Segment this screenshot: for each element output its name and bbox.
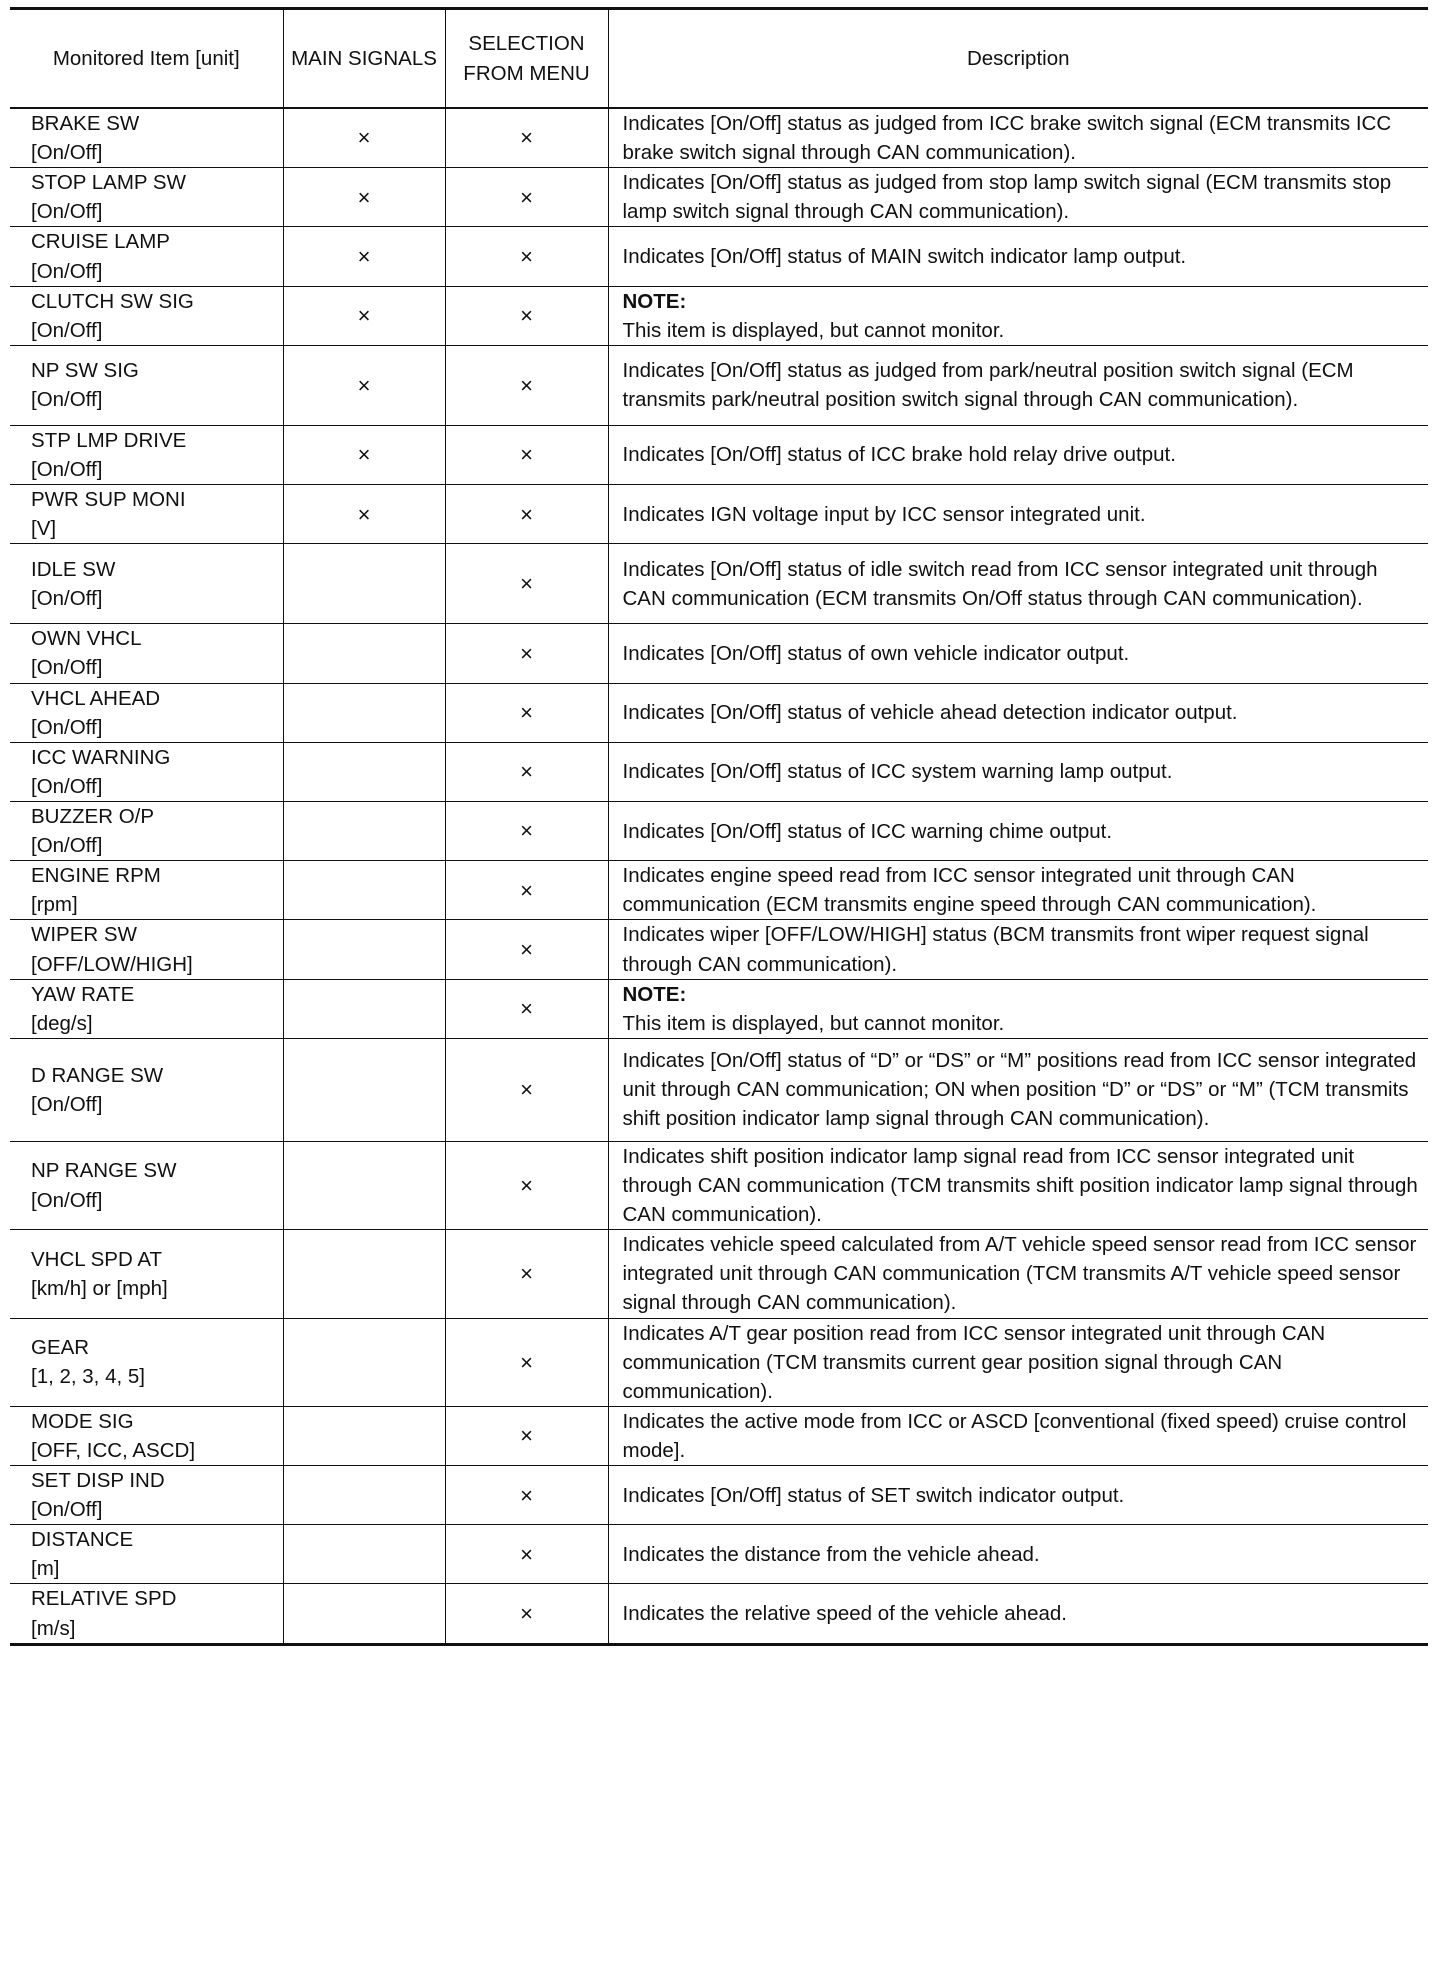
item-name: PWR SUP MONI [31,488,186,512]
item-cell [10,227,283,286]
main-signals-mark [283,979,445,1038]
selection-from-menu-mark: × [445,1141,608,1229]
item-unit: [m/s] [31,1616,76,1640]
selection-from-menu-mark: × [445,1038,608,1141]
main-signals-mark: × [283,108,445,168]
table-row [10,168,1428,227]
item-name: ENGINE RPM [31,864,161,888]
main-signals-mark [283,1038,445,1141]
table-row [10,108,1428,168]
item-name: NP SW SIG [31,359,139,383]
table-row [10,485,1428,544]
item-unit: [OFF, ICC, ASCD] [31,1438,196,1462]
item-name: STP LMP DRIVE [31,428,187,452]
item-unit: [On/Off] [31,715,103,739]
table-row [10,425,1428,484]
selection-from-menu-mark: × [445,683,608,742]
item-name: VHCL AHEAD [31,686,161,710]
main-signals-mark [283,861,445,920]
item-name: DISTANCE [31,1528,134,1552]
description-text: Indicates [On/Off] status of MAIN switch indicator lamp output. [622,244,1187,268]
item-cell [10,861,283,920]
item-cell [10,742,283,801]
selection-from-menu-mark: × [445,485,608,544]
item-cell [10,624,283,683]
description-text: Indicates IGN voltage input by ICC sensor integrated unit. [622,502,1146,526]
description-cell [608,1038,1428,1141]
description-cell [608,286,1428,345]
item-unit: [rpm] [31,893,78,917]
table-row [10,1318,1428,1406]
description-text: Indicates [On/Off] status as judged from stop lamp switch signal (ECM transmits stop lamp switch signal through CAN communication). [622,171,1392,224]
selection-from-menu-mark: × [445,168,608,227]
selection-from-menu-mark: × [445,624,608,683]
description-text: Indicates [On/Off] status of ICC brake hold relay drive output. [622,443,1176,467]
main-signals-mark [283,1466,445,1525]
description-cell [608,683,1428,742]
table-row [10,286,1428,345]
note-label: NOTE: [622,289,687,313]
item-cell [10,801,283,860]
selection-from-menu-mark: × [445,1466,608,1525]
selection-from-menu-mark: × [445,920,608,979]
table-row [10,683,1428,742]
description-cell [608,1584,1428,1644]
col-header-item: Monitored Item [unit] [10,9,283,109]
item-name: OWN VHCL [31,627,142,651]
selection-from-menu-mark: × [445,861,608,920]
main-signals-mark [283,624,445,683]
item-unit: [On/Off] [31,586,103,610]
col-header-description: Description [608,9,1428,109]
item-cell [10,1141,283,1229]
item-unit: [On/Off] [31,200,103,224]
item-cell [10,1230,283,1318]
main-signals-mark: × [283,425,445,484]
item-cell [10,1318,283,1406]
item-cell [10,920,283,979]
item-unit: [On/Off] [31,774,103,798]
description-text: Indicates engine speed read from ICC sensor integrated unit through CAN communication (ECM transmits engine speed through CAN communication). [622,864,1317,917]
main-signals-mark: × [283,286,445,345]
selection-from-menu-mark: × [445,1318,608,1406]
table-row [10,1584,1428,1644]
item-unit: [On/Off] [31,318,103,342]
item-cell [10,425,283,484]
description-text: Indicates [On/Off] status of vehicle ahead detection indicator output. [622,701,1238,725]
item-name: BUZZER O/P [31,804,155,828]
main-signals-mark [283,1141,445,1229]
description-cell [608,108,1428,168]
item-unit: [1, 2, 3, 4, 5] [31,1365,145,1389]
item-unit: [On/Off] [31,1188,103,1212]
selection-from-menu-mark: × [445,286,608,345]
main-signals-mark [283,544,445,624]
description-cell [608,425,1428,484]
item-name: MODE SIG [31,1409,134,1433]
selection-from-menu-mark: × [445,742,608,801]
item-unit: [On/Off] [31,388,103,412]
selection-from-menu-mark: × [445,1525,608,1584]
description-cell [608,624,1428,683]
main-signals-mark [283,1525,445,1584]
description-text: Indicates [On/Off] status of ICC warning chime output. [622,819,1113,843]
item-cell [10,1584,283,1644]
item-name: CLUTCH SW SIG [31,289,194,313]
item-cell [10,168,283,227]
selection-from-menu-mark: × [445,1230,608,1318]
table-body [10,108,1428,1644]
table-row [10,1141,1428,1229]
item-name: GEAR [31,1336,90,1360]
description-text: Indicates [On/Off] status of SET switch indicator output. [622,1483,1125,1507]
table-row [10,979,1428,1038]
item-name: VHCL SPD AT [31,1247,163,1271]
main-signals-mark [283,1406,445,1465]
item-cell [10,485,283,544]
main-signals-mark: × [283,345,445,425]
description-cell [608,345,1428,425]
item-cell [10,1406,283,1465]
table-row [10,801,1428,860]
table-row [10,1406,1428,1465]
item-cell [10,108,283,168]
item-cell [10,345,283,425]
item-unit: [On/Off] [31,1092,103,1116]
description-cell [608,920,1428,979]
item-unit: [V] [31,517,57,541]
item-name: NP RANGE SW [31,1159,177,1183]
description-text: Indicates shift position indicator lamp signal read from ICC sensor integrated unit through CAN communication (TCM transmits shift position indicator lamp signal through CAN communication). [622,1144,1418,1227]
table-row [10,227,1428,286]
description-cell [608,742,1428,801]
monitor-items-table [10,7,1428,1646]
main-signals-mark [283,742,445,801]
item-name: D RANGE SW [31,1063,164,1087]
item-cell [10,544,283,624]
description-text: This item is displayed, but cannot monitor. [622,318,1005,342]
main-signals-mark: × [283,168,445,227]
description-text: Indicates vehicle speed calculated from A/T vehicle speed sensor read from ICC sensor integrated unit through CAN communication (TCM transmits A/T vehicle speed sensor signal through CAN communication). [622,1233,1417,1315]
description-cell [608,485,1428,544]
item-unit: [On/Off] [31,259,103,283]
item-cell [10,1038,283,1141]
selection-from-menu-mark: × [445,227,608,286]
description-text: Indicates [On/Off] status of idle switch read from ICC sensor integrated unit through CAN communication (ECM transmits On/Off status through CAN communication). [622,557,1378,610]
description-text: Indicates [On/Off] status of ICC system warning lamp output. [622,760,1173,784]
table-row [10,861,1428,920]
description-cell [608,1230,1428,1318]
item-unit: [On/Off] [31,656,103,680]
description-cell [608,168,1428,227]
description-cell [608,1318,1428,1406]
description-cell [608,861,1428,920]
item-cell [10,979,283,1038]
main-signals-mark [283,1230,445,1318]
item-unit: [On/Off] [31,457,103,481]
item-unit: [On/Off] [31,1498,103,1522]
col-header-selection-from-menu: SELECTION FROM MENU [445,9,608,109]
main-signals-mark [283,1318,445,1406]
description-cell [608,1141,1428,1229]
item-cell [10,1525,283,1584]
main-signals-mark: × [283,227,445,286]
selection-from-menu-mark: × [445,979,608,1038]
main-signals-mark [283,1584,445,1644]
description-cell [608,801,1428,860]
description-text: Indicates A/T gear position read from ICC sensor integrated unit through CAN communication (TCM transmits current gear position signal through CAN communication). [622,1321,1326,1403]
description-text: This item is displayed, but cannot monitor. [622,1011,1005,1035]
item-unit: [On/Off] [31,141,103,165]
item-cell [10,286,283,345]
item-name: RELATIVE SPD [31,1587,177,1611]
description-text: Indicates [On/Off] status as judged from ICC brake switch signal (ECM transmits ICC brake switch signal through CAN communication). [622,112,1392,165]
item-unit: [OFF/LOW/HIGH] [31,952,193,976]
header-row [10,9,1428,109]
item-name: STOP LAMP SW [31,171,186,195]
main-signals-mark [283,920,445,979]
description-text: Indicates the active mode from ICC or ASCD [conventional (fixed speed) cruise control mode]. [622,1409,1407,1462]
description-cell [608,1466,1428,1525]
main-signals-mark: × [283,485,445,544]
selection-from-menu-mark: × [445,108,608,168]
col-header-main-signals: MAIN SIGNALS [283,9,445,109]
description-cell [608,1406,1428,1465]
item-cell [10,1466,283,1525]
table-row [10,1038,1428,1141]
item-unit: [deg/s] [31,1011,93,1035]
selection-from-menu-mark: × [445,544,608,624]
description-text: Indicates the relative speed of the vehicle ahead. [622,1602,1067,1626]
item-name: WIPER SW [31,923,137,947]
item-name: ICC WARNING [31,745,171,769]
table-row [10,1525,1428,1584]
item-unit: [On/Off] [31,834,103,858]
item-name: YAW RATE [31,982,135,1006]
item-name: BRAKE SW [31,112,140,135]
description-cell [608,227,1428,286]
note-label: NOTE: [622,982,687,1006]
description-cell [608,544,1428,624]
selection-from-menu-mark: × [445,345,608,425]
table-row [10,1466,1428,1525]
item-unit: [m] [31,1557,60,1581]
selection-from-menu-mark: × [445,1406,608,1465]
description-text: Indicates [On/Off] status of own vehicle indicator output. [622,641,1130,665]
description-cell [608,1525,1428,1584]
item-name: CRUISE LAMP [31,230,170,254]
selection-from-menu-mark: × [445,801,608,860]
selection-from-menu-mark: × [445,1584,608,1644]
description-text: Indicates [On/Off] status as judged from park/neutral position switch signal (ECM transmits park/neutral position switch signal through CAN communication). [622,359,1354,412]
description-text: Indicates the distance from the vehicle ahead. [622,1542,1040,1566]
item-name: IDLE SW [31,557,116,581]
description-text: Indicates wiper [OFF/LOW/HIGH] status (BCM transmits front wiper request signal through CAN communication). [622,923,1369,976]
description-cell [608,979,1428,1038]
main-signals-mark [283,683,445,742]
item-unit: [km/h] or [mph] [31,1276,168,1300]
main-signals-mark [283,801,445,860]
selection-from-menu-mark: × [445,425,608,484]
description-text: Indicates [On/Off] status of “D” or “DS” or “M” positions read from ICC sensor integrated unit through CAN communication; ON when position “D” or “DS” or “M” (TCM transmits shift position indicator lamp signal through CAN communication). [622,1049,1417,1131]
table-row [10,544,1428,624]
item-name: SET DISP IND [31,1469,165,1493]
table-row [10,345,1428,425]
table-row [10,920,1428,979]
item-cell [10,683,283,742]
table-row [10,624,1428,683]
table-row [10,1230,1428,1318]
table-row [10,742,1428,801]
